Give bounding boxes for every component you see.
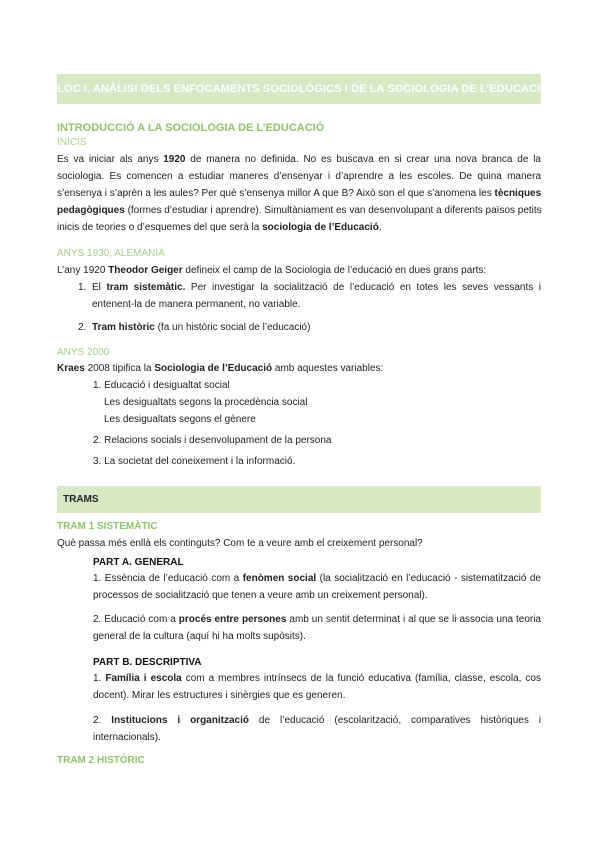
tram2-heading: TRAM 2 HISTÒRIC bbox=[57, 755, 145, 766]
variable-2: 2. Relacions socials i desenvolupament de la persona bbox=[93, 435, 332, 446]
part-b-item1-line1: 1. Família i escola com a membres intrínsecs de la funció educativa (família, classe, escola, cos bbox=[93, 673, 541, 684]
part-b-heading: PART B. DESCRIPTIVA bbox=[93, 657, 202, 668]
intro-p1-line1: Es va iniciar als anys 1920 de manera no definida. No es buscava en si crear una nova branca de la bbox=[57, 154, 541, 165]
part-a-item1-line1: 1. Essència de l’educació com a fenòmen social (la socialització en l’educació - sistematització de bbox=[93, 573, 541, 584]
kraes-line: Kraes 2008 tipifica la Sociologia de l’Educació amb aquestes variables: bbox=[57, 363, 384, 374]
part-b-item2-line2: internacionals). bbox=[93, 732, 161, 743]
inicis-subheading: INICIS bbox=[57, 137, 87, 148]
part-b-item2-line1: 2. Institucions i organització de l’educació (escolarització, comparatives històriques i bbox=[93, 715, 541, 726]
geiger-item2: Tram històric (fa un històric social de l’educació) bbox=[92, 322, 311, 333]
intro-p1-line4: pedagògiques (formes d’estudiar i aprendre). Simultàniament es van desenvolupant a diferents països petits bbox=[57, 205, 542, 216]
geiger-item2-number: 2. bbox=[78, 322, 87, 333]
tram1-question: Què passa més enllà els continguts? Com te a veure amb el creixement personal? bbox=[57, 538, 423, 549]
variable-1a: Les desigualtats segons la procedència social bbox=[104, 397, 308, 408]
variable-1: 1. Educació i desigualtat social bbox=[93, 380, 230, 391]
part-a-item1-line2: processos de socialització que tenen a veure amb un creixement personal). bbox=[93, 590, 428, 601]
variable-3: 3. La societat del coneixement i la informació. bbox=[93, 456, 296, 467]
intro-heading: INTRODUCCIÓ A LA SOCIOLOGIA DE L’EDUCACIÓ bbox=[57, 122, 325, 134]
geiger-item1-line2: entenent-la de manera permanent, no variable. bbox=[92, 299, 301, 310]
part-b-item1-line2: docent). Mirar les estructures i sinèrgies que es generen. bbox=[93, 690, 346, 701]
part-a-item2-line2: general de la cultura (aquí hi ha molts supòsits). bbox=[93, 631, 306, 642]
bloc-title-banner bbox=[49, 74, 549, 104]
intro-p1-line2: sociologia. Es comencen a estudiar maneres d’ensenyar i d’aprendre a les escoles. De quina manera bbox=[57, 171, 541, 182]
germany-subheading: ANYS 1930, ALEMANIA bbox=[57, 248, 165, 259]
intro-p1-line5: inicis de teories o d’esquemes del que serà la sociologia de l’Educació. bbox=[57, 222, 382, 233]
variable-1b: Les desigualtats segons el gènere bbox=[104, 414, 256, 425]
y2000-subheading: ANYS 2000 bbox=[57, 347, 110, 358]
geiger-item1-line1: El tram sistemàtic. Per investigar la socialització de l’educació en totes les seves vessants i bbox=[92, 282, 541, 293]
intro-p1-line3: s’ensenya i s’aprèn a les aules? Per què s’ensenya millor A que B? Això son el que s’anomena les tècniques bbox=[57, 188, 542, 199]
trams-title: TRAMS bbox=[63, 494, 99, 505]
geiger-line: L’any 1920 Theodor Geiger defineix el camp de la Sociologia de l’educació en dues grans parts: bbox=[57, 265, 487, 276]
geiger-item1-number: 1. bbox=[78, 282, 87, 293]
trams-banner bbox=[57, 486, 541, 513]
part-a-item2-line1: 2. Educació com a procés entre persones amb un sentit determinat i al que se li associa una teoria bbox=[93, 614, 541, 625]
part-a-heading: PART A. GENERAL bbox=[93, 557, 184, 568]
tram1-heading: TRAM 1 SISTEMÀTIC bbox=[57, 521, 158, 532]
bloc-title: BLOC I. ANÀLISI DELS ENFOCAMENTS SOCIOLÒGICS I DE LA SOCIOLOGIA DE L’EDUCACIÓ bbox=[49, 83, 549, 95]
